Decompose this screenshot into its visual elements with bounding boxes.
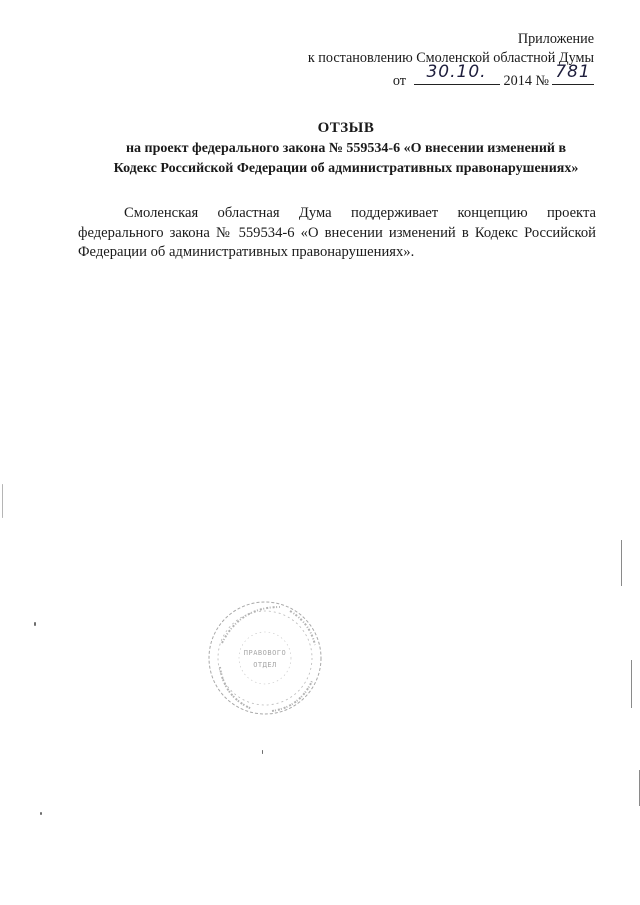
appendix-header: [308, 30, 594, 91]
appendix-title: Приложение: [517, 31, 594, 47]
appendix-date-number-line: [308, 62, 594, 91]
appendix-resolution-ref: к постановлению Смоленской областной Думы: [307, 50, 594, 66]
official-stamp-seal: [200, 595, 330, 725]
stamp-center-line-1: ПРАВОВОГО: [243, 649, 287, 657]
scan-margin-line: [2, 484, 3, 518]
document-subtitle-line-1: на проект федерального закона № 559534-6 «О внесении изменений в: [125, 141, 567, 156]
date-field: [414, 62, 500, 85]
scan-speck: [34, 622, 36, 626]
document-subtitle-line-2: Кодекс Российской Федерации об административных правонарушениях»: [113, 161, 579, 176]
stamp-center-line-2: ОТДЕЛ: [253, 661, 277, 669]
scan-margin-line: [621, 540, 622, 586]
document-title: ОТЗЫВ: [317, 120, 375, 136]
number-field: [552, 62, 594, 85]
scan-speck: [40, 812, 42, 815]
stamp-seal-icon: [200, 595, 330, 725]
body-paragraph: Смоленская областная Дума поддерживает концепцию проекта федерального закона № 559534-6 «О внесении изменений в Кодекс Российской Федерации об административных правонарушениях».: [78, 205, 596, 260]
scan-margin-line: [631, 660, 632, 708]
year-number-label: 2014 №: [503, 73, 549, 89]
handwritten-number: 781: [555, 62, 591, 82]
document-title-block: [60, 119, 632, 178]
handwritten-date: 30.10.: [426, 62, 487, 82]
from-label: от: [392, 73, 406, 89]
scan-speck: [262, 750, 263, 754]
